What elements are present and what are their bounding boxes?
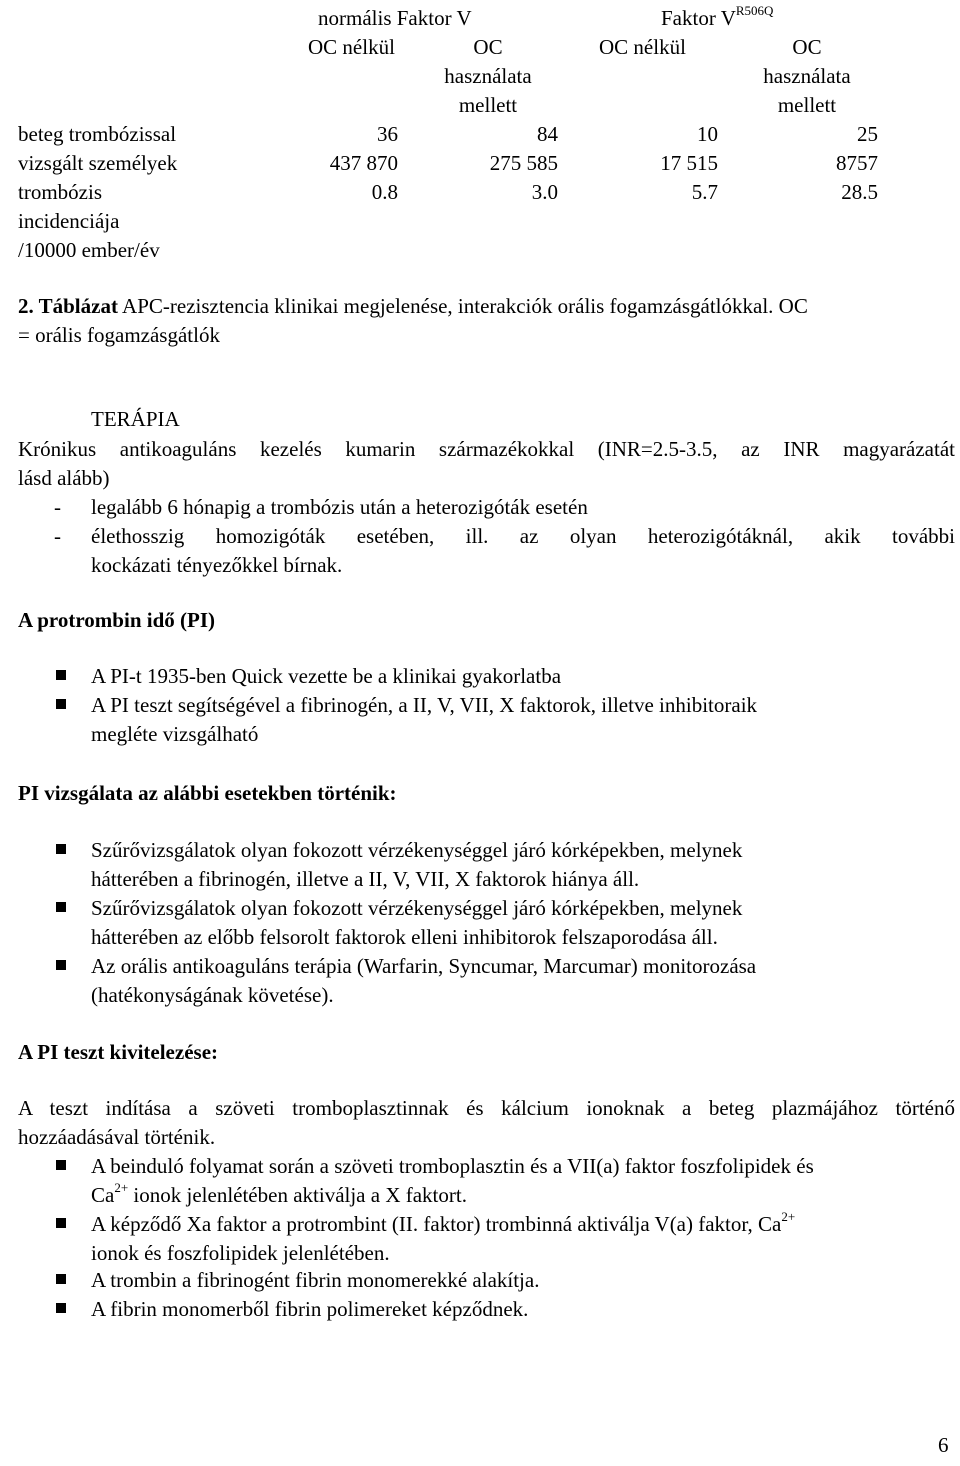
square-bullet-icon: [56, 670, 66, 680]
row-label-line: incidenciája: [18, 209, 120, 233]
row-label-line: /10000 ember/év: [18, 238, 160, 262]
pi-bullet: A PI-t 1935-ben Quick vezette be a klinikai gyakorlatba: [91, 664, 562, 688]
row-label-examined: vizsgált személyek: [18, 151, 178, 175]
table-cell: 84: [537, 122, 558, 146]
square-bullet-icon: [56, 1160, 66, 1170]
exec-bullet: A trombin a fibrinogént fibrin monomerekké alakítja.: [91, 1268, 540, 1292]
table-caption: [18, 292, 808, 321]
therapy-text: [18, 435, 955, 464]
exec-superscript: 2+: [781, 1209, 796, 1224]
square-bullet-icon: [56, 1218, 66, 1228]
section-heading-pi: A protrombin idő (PI): [18, 608, 215, 632]
case-bullet: Szűrővizsgálatok olyan fokozott vérzékenységgel járó kórképekben, melynek: [91, 896, 743, 920]
exec-text: Ca: [91, 1183, 115, 1207]
exec-bullet: A fibrin monomerből fibrin polimereket képződnek.: [91, 1297, 529, 1321]
square-bullet-icon: [56, 699, 66, 709]
table-group-header-mutant: [661, 4, 773, 33]
dash-bullet: -: [54, 524, 61, 548]
therapy-item: [91, 522, 955, 551]
dash-bullet: -: [54, 495, 61, 519]
col-header-oc-without-mutant: OC nélkül: [599, 35, 686, 59]
col-header-line: OC: [792, 35, 822, 59]
square-bullet-icon: [56, 902, 66, 912]
table-cell: 5.7: [691, 180, 718, 204]
therapy-heading: TERÁPIA: [91, 407, 180, 431]
exec-intro-line: A teszt indítása a szöveti tromboplasztinnak és kálcium ionoknak a beteg plazmájához történő: [18, 1096, 955, 1120]
col-header-line: OC: [473, 35, 503, 59]
square-bullet-icon: [56, 1274, 66, 1284]
therapy-line2: lásd alább): [18, 466, 110, 490]
exec-bullet: A beinduló folyamat során a szöveti tromboplasztin és a VII(a) faktor foszfolipidek és: [91, 1154, 814, 1178]
exec-text: ionok jelenlétében aktiválja a X faktort.: [128, 1183, 467, 1207]
exec-intro-line2: hozzáadásával történik.: [18, 1125, 216, 1149]
case-bullet-line2: (hatékonyságának követése).: [91, 983, 334, 1007]
table-group-header-normal: normális Faktor V: [318, 6, 472, 30]
table-caption-line2: = orális fogamzásgátlók: [18, 323, 220, 347]
case-bullet-line2: hátterében a fibrinogén, illetve a II, V, VII, X faktorok hiánya áll.: [91, 867, 640, 891]
caption-label: 2. Táblázat: [18, 294, 118, 318]
table-cell: 28.5: [841, 180, 878, 204]
exec-bullet: [91, 1210, 795, 1239]
table-cell: 36: [377, 122, 398, 146]
case-bullet-line2: hátterében az előbb felsorolt faktorok elleni inhibitorok felszaporodása áll.: [91, 925, 718, 949]
caption-text: APC-rezisztencia klinikai megjelenése, interakciók orális fogamzásgátlókkal. OC: [117, 294, 808, 318]
table-cell: 275 585: [489, 151, 558, 175]
table-cell: 3.0: [531, 180, 558, 204]
row-label-patients: beteg trombózissal: [18, 122, 177, 146]
exec-intro: [18, 1094, 955, 1123]
mutant-superscript: R506Q: [735, 3, 774, 18]
table-cell: 10: [697, 122, 718, 146]
therapy-line: Krónikus antikoaguláns kezelés kumarin származékokkal (INR=2.5-3.5, az INR magyarázatát: [18, 437, 955, 461]
col-header-line: mellett: [458, 93, 518, 117]
col-header-oc-with-mutant: [747, 33, 867, 120]
col-header-line: mellett: [777, 93, 837, 117]
col-header-oc-without-normal: OC nélkül: [308, 35, 395, 59]
col-header-oc-with-normal: [428, 33, 548, 120]
exec-bullet-line2: [91, 1181, 467, 1210]
mutant-label: Faktor V: [661, 6, 736, 30]
therapy-item-line: élethosszig homozigóták esetében, ill. az olyan heterozigótáknál, akik további: [91, 524, 955, 548]
section-heading-pi-exec: A PI teszt kivitelezése:: [18, 1040, 219, 1064]
square-bullet-icon: [56, 960, 66, 970]
table-cell: 17 515: [660, 151, 718, 175]
exec-bullet-line2: ionok és foszfolipidek jelenlétében.: [91, 1241, 390, 1265]
therapy-item: legalább 6 hónapig a trombózis után a heterozigóták esetén: [91, 495, 588, 519]
exec-superscript: 2+: [114, 1180, 129, 1195]
page-number: 6: [938, 1433, 949, 1457]
case-bullet: Szűrővizsgálatok olyan fokozott vérzékenységgel járó kórképekben, melynek: [91, 838, 743, 862]
table-cell: 0.8: [371, 180, 398, 204]
row-label-line: trombózis: [18, 180, 102, 204]
exec-text: A képződő Xa faktor a protrombint (II. faktor) trombinná aktiválja V(a) faktor, Ca: [91, 1212, 782, 1236]
table-cell: 437 870: [329, 151, 398, 175]
pi-bullet: A PI teszt segítségével a fibrinogén, a II, V, VII, X faktorok, illetve inhibitoraik: [91, 693, 758, 717]
table-cell: 8757: [836, 151, 878, 175]
col-header-line: használata: [763, 64, 851, 88]
therapy-item-line2: kockázati tényezőkkel bírnak.: [91, 553, 343, 577]
section-heading-pi-cases: PI vizsgálata az alábbi esetekben történik:: [18, 781, 397, 805]
square-bullet-icon: [56, 1303, 66, 1313]
row-label-incidence: [18, 178, 160, 265]
col-header-line: használata: [444, 64, 532, 88]
pi-bullet-line2: megléte vizsgálható: [91, 722, 259, 746]
table-cell: 25: [857, 122, 878, 146]
case-bullet: Az orális antikoaguláns terápia (Warfarin, Syncumar, Marcumar) monitorozása: [91, 954, 757, 978]
square-bullet-icon: [56, 844, 66, 854]
